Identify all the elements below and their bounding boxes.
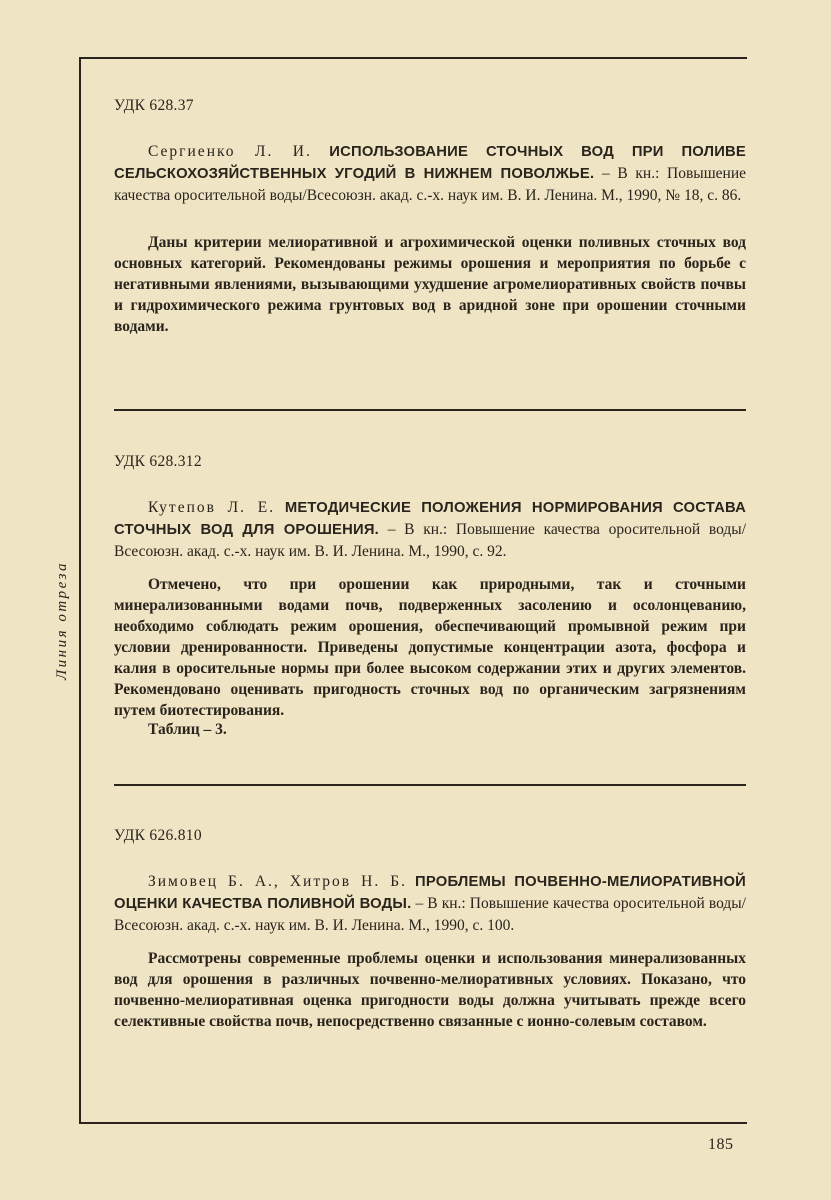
divider (114, 409, 746, 411)
udk-code: УДК 626.810 (114, 827, 202, 844)
abstract-text: Отмечено, что при орошении как природными, так и сточными минерализованными водами почв, подверженных засолению и осолонцеванию, необходимо соблюдать режим орошения, обеспечивающий промывной режим при условии дренированности. Приведены допустимые концентрации азота, фосфора и калия в оросительные нормы при более высоком содержании этих и других элементов. Рекомендовано оценивать пригодность сточных вод по органическим загрязнениям путем биотестирования. (114, 576, 746, 719)
abstract-card-1 (114, 97, 746, 337)
article-title: МЕТОДИЧЕСКИЕ ПОЛОЖЕНИЯ НОРМИРОВАНИЯ СОСТАВА СТОЧНЫХ ВОД ДЛЯ ОРОШЕНИЯ. (114, 500, 746, 538)
abstract-card-2 (114, 453, 746, 739)
citation (114, 141, 746, 206)
cut-line-label: Линия отреза (54, 561, 70, 680)
authors: Сергиенко Л. И. (148, 143, 312, 160)
source: – В кн.: Повышение качества оросительной воды/Всесоюзн. акад. с.-х. наук им. В. И. Ленина. М., 1990, с. 92. (114, 521, 747, 560)
citation (114, 871, 746, 936)
source: – В кн.: Повышение качества оросительной воды/Всесоюзн. акад. с.-х. наук им. В. И. Ленина. М., 1990, № 18, с. 86. (114, 165, 747, 204)
divider (114, 784, 746, 786)
abstract-text: Рассмотрены современные проблемы оценки и использования минерализованных вод для орошения в различных почвенно-мелиоративных условиях. Показано, что почвенно-мелиоративная оценка пригодности воды должна учитывать прежде всего селективные свойства почв, непосредственно связанные с ионно-солевым составом. (114, 950, 746, 1030)
authors: Кутепов Л. Е. (148, 499, 276, 516)
page-number: 185 (708, 1136, 734, 1153)
udk-code: УДК 628.37 (114, 97, 194, 114)
abstract-card-3 (114, 827, 746, 1032)
source: – В кн.: Повышение качества оросительной воды/Всесоюзн. акад. с.-х. наук им. В. И. Ленина. М., 1990, с. 100. (114, 895, 746, 934)
article-title: ИСПОЛЬЗОВАНИЕ СТОЧНЫХ ВОД ПРИ ПОЛИВЕ СЕЛЬСКОХОЗЯЙСТВЕННЫХ УГОДИЙ В НИЖНЕМ ПОВОЛЖЬЕ. (114, 144, 746, 182)
article-title: ПРОБЛЕМЫ ПОЧВЕННО-МЕЛИОРАТИВНОЙ ОЦЕНКИ КАЧЕСТВА ПОЛИВНОЙ ВОДЫ. (114, 874, 746, 912)
authors: Зимовец Б. А., Хитров Н. Б. (148, 873, 408, 890)
tables-count: Таблиц – 3. (148, 721, 227, 738)
udk-code: УДК 628.312 (114, 453, 202, 470)
citation (114, 497, 746, 562)
abstract-text: Даны критерии мелиоративной и агрохимической оценки поливных сточных вод основных категорий. Рекомендованы режимы орошения и мероприятия по борьбе с негативными явлениями, вызывающими ухудшение агромелиоративных свойств почвы и гидрохимического режима грунтовых вод в аридной зоне при орошении сточными водами. (114, 234, 746, 335)
